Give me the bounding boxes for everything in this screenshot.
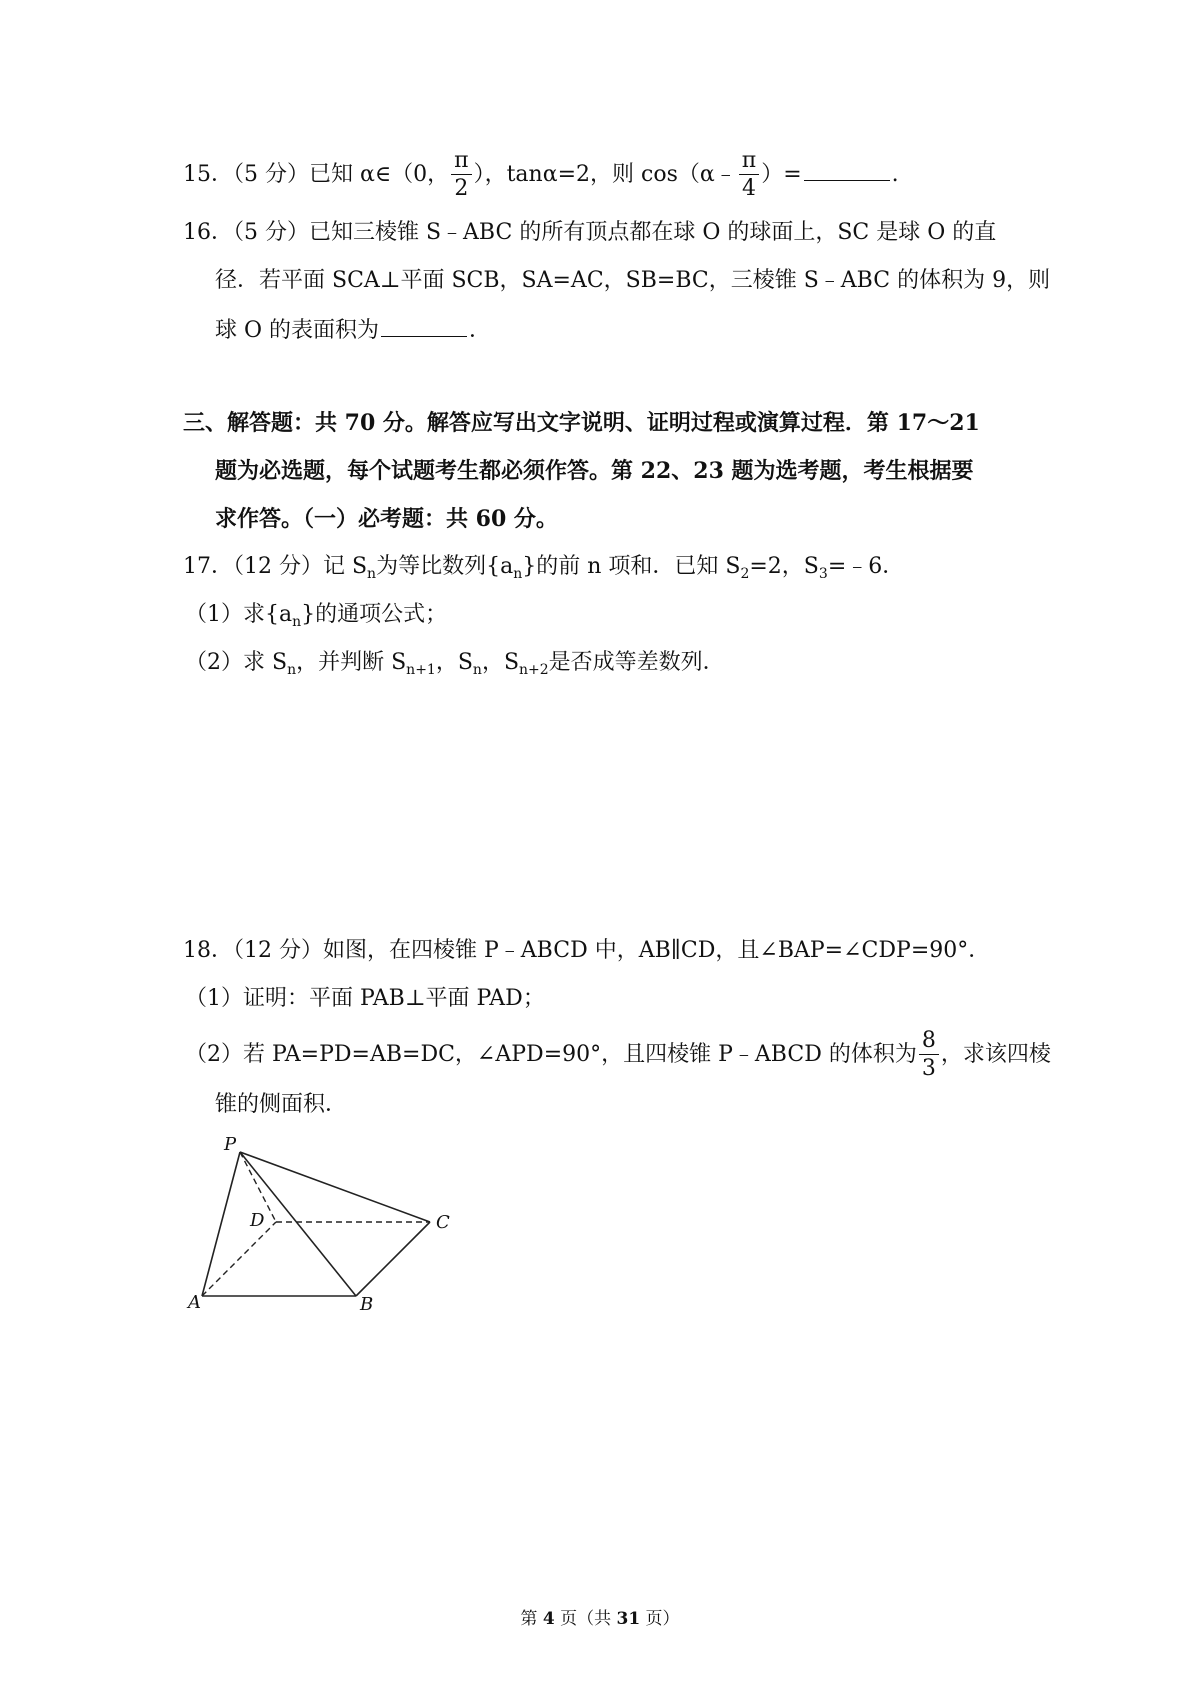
q15-prefix: 15．（5 分）已知 α∈（0， <box>183 162 450 187</box>
question-18-part-2: （2）若 PA=PD=AB=DC，∠APD=90°，且四棱锥 P﹣ABCD 的体积为 $\frac{8}{3}$ ，求该四棱 <box>185 1028 1051 1081</box>
section-3-line-2: 题为必选题，每个试题考生都必须作答。第 22、23 题为选考题，考生根据要 <box>215 458 974 484</box>
pi-over-4-fraction: $\frac{\pi}{4}$ <box>739 150 759 200</box>
question-17-stem: 17．（12 分）记 $S_n$为等比数列$\{a_n\}$的前 n 项和．已知 $S_2=2$，$S_3=﹣6$． <box>183 554 905 582</box>
question-15 <box>183 150 899 200</box>
pi-over-2-fraction: $\frac{\pi}{2}$ <box>451 150 471 200</box>
label-D: D <box>250 1210 265 1231</box>
section-3-line-3: 求作答。（一）必考题：共 60 分。 <box>215 506 558 532</box>
pyramid-figure <box>180 1132 480 1332</box>
page-number: 4 <box>542 1609 555 1629</box>
q16-line-1: 16．（5 分）已知三棱锥 S﹣ABC 的所有顶点都在球 O 的球面上，SC 是球 O 的直 <box>183 220 997 245</box>
edge-AD <box>202 1222 276 1296</box>
label-P: P <box>224 1134 237 1155</box>
question-18-stem: 18．（12 分）如图，在四棱锥 P﹣ABCD 中，AB∥CD，且∠BAP=∠CDP=90°． <box>183 938 991 963</box>
question-18-part-2-cont: 锥的侧面积． <box>215 1092 348 1117</box>
edge-BC <box>356 1222 430 1296</box>
answer-blank <box>804 162 890 181</box>
question-18-part-1: （1）证明：平面 PAB⊥平面 PAD； <box>185 986 545 1011</box>
label-B: B <box>360 1294 374 1315</box>
answer-blank <box>381 318 467 337</box>
q15-middle: ），tanα=2，则 cos（α﹣ <box>473 162 737 187</box>
q16-line-2: 径．若平面 SCA⊥平面 SCB，SA=AC，SB=BC，三棱锥 S﹣ABC 的体积为 9，则 <box>215 268 1051 293</box>
question-17-part-2: （2）求 $S_n$，并判断 $S_{n+1}$，$S_n$，$S_{n+2}$是否成等差数列． <box>185 650 725 678</box>
section-3-line-1: 三、解答题：共 70 分。解答应写出文字说明、证明过程或演算过程．第 17～21 <box>183 410 980 436</box>
label-C: C <box>436 1212 450 1233</box>
q15-suffix: ）= <box>761 162 802 187</box>
eight-thirds-fraction: $\frac{8}{3}$ <box>919 1030 939 1080</box>
edge-PA <box>202 1152 240 1296</box>
label-A: A <box>188 1292 201 1313</box>
page-footer: 第 4 页（共 31 页） <box>520 1609 680 1629</box>
total-pages: 31 <box>616 1609 641 1629</box>
question-17-part-1: （1）求$\{a_n\}$的通项公式； <box>185 602 448 630</box>
q16-line-3: 球 O 的表面积为 ． <box>215 318 492 343</box>
q15-end: . <box>891 162 899 187</box>
